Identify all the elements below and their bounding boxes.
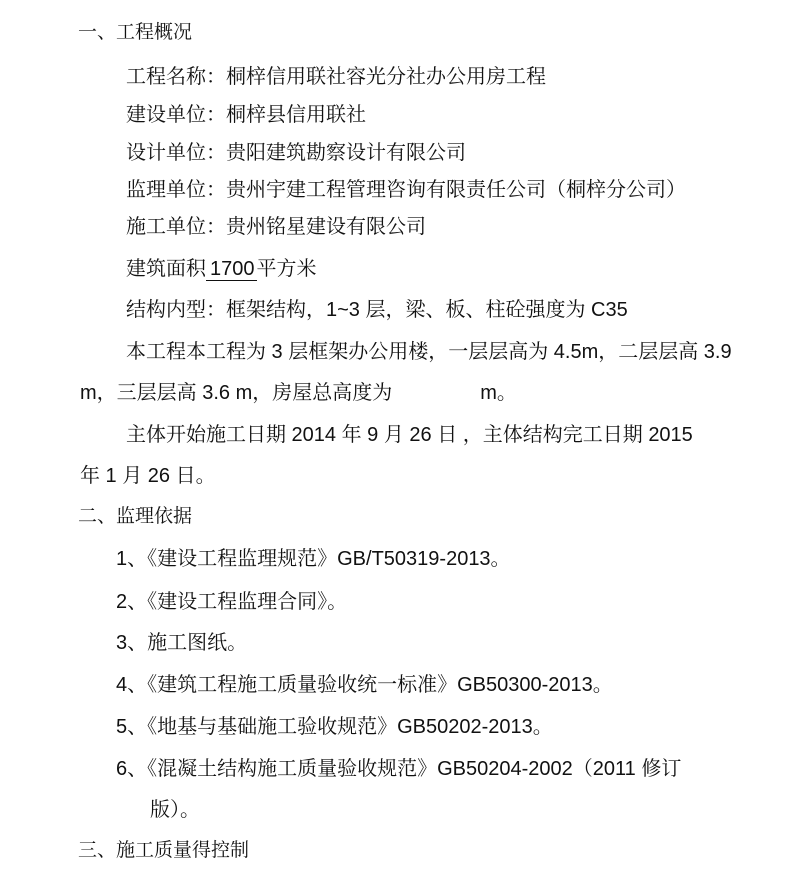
date-line-1: 主体开始施工日期 2014 年 9 月 26 日 ，主体结构完工日期 2015	[126, 424, 693, 446]
contractor-line	[126, 214, 426, 240]
supervisor-value: 贵州宇建工程管理咨询有限责任公司（桐梓分公司）	[226, 179, 686, 201]
basis-item: 4、《建筑工程施工质量验收统一标准》GB50300-2013。	[116, 674, 613, 696]
builder-value: 桐梓县信用联社	[226, 104, 366, 126]
description-line-2	[80, 380, 517, 406]
supervisor-line	[126, 177, 686, 203]
description-line-2a: m，三层层高 3.6 m，房屋总高度为	[80, 382, 393, 404]
project-name-value: 桐梓信用联社容光分社办公用房工程	[226, 66, 546, 88]
area-unit: 平方米	[256, 258, 317, 280]
section-heading-overview: 一、工程概况	[78, 22, 193, 43]
structure-line: 结构内型：框架结构，1~3 层，梁、板、柱砼强度为 C35	[126, 299, 628, 321]
basis-item: 3、施工图纸。	[116, 632, 248, 654]
supervisor-label: 监理单位：	[126, 179, 226, 201]
designer-label: 设计单位：	[126, 142, 226, 164]
builder-label: 建设单位：	[126, 104, 226, 126]
date-line-2: 年 1 月 26 日。	[80, 465, 216, 487]
contractor-value: 贵州铭星建设有限公司	[226, 216, 426, 238]
builder-line	[126, 102, 366, 128]
basis-item: 2、《建设工程监理合同》。	[116, 591, 348, 613]
area-line	[126, 256, 317, 282]
designer-line	[126, 140, 466, 166]
basis-item: 5、《地基与基础施工验收规范》GB50202-2013。	[116, 716, 553, 738]
description-line-2b: m。	[480, 382, 517, 404]
basis-item-continuation: 版）。	[150, 799, 200, 821]
basis-item: 6、《混凝土结构施工质量验收规范》GB50204-2002（2011 修订	[116, 758, 682, 780]
project-name-label: 工程名称：	[126, 66, 226, 88]
section-heading-basis: 二、监理依据	[78, 506, 193, 527]
area-label: 建筑面积	[126, 258, 206, 280]
designer-value: 贵阳建筑勘察设计有限公司	[226, 142, 466, 164]
basis-item: 1、《建设工程监理规范》GB/T50319-2013。	[116, 548, 511, 570]
area-value: 1700	[206, 258, 257, 281]
contractor-label: 施工单位：	[126, 216, 226, 238]
section-heading-quality-control: 三、施工质量得控制	[78, 840, 250, 861]
project-name-line	[126, 64, 546, 90]
description-line-1: 本工程本工程为 3 层框架办公用楼，一层层高为 4.5m，二层层高 3.9	[126, 341, 732, 363]
